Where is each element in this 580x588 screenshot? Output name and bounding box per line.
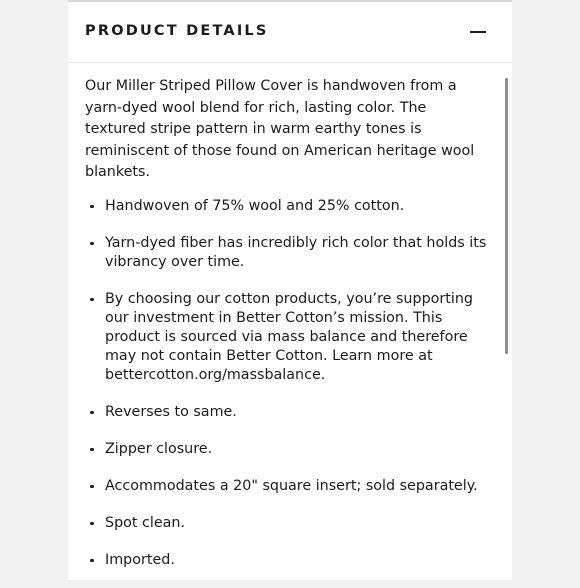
product-details-panel [68, 0, 512, 580]
scrollbar[interactable] [505, 78, 508, 354]
bullet-icon [90, 559, 94, 563]
minus-icon[interactable] [470, 31, 486, 33]
list-item [85, 514, 490, 533]
list-item-text: Handwoven of 75% wool and 25% cotton. [105, 197, 405, 214]
list-item [85, 290, 490, 385]
bullet-icon [90, 242, 94, 246]
feature-list [85, 197, 490, 570]
list-item-text: Zipper closure. [105, 440, 213, 457]
bullet-icon [90, 298, 94, 302]
bullet-icon [90, 485, 94, 489]
bullet-icon [90, 205, 94, 209]
list-item [85, 440, 490, 459]
product-description: Our Miller Striped Pillow Cover is handwoven from a yarn-dyed wool blend for rich, lasting color. The textured stripe pattern in warm earthy tones is reminiscent of those found on American heritage wool blankets. [85, 78, 475, 180]
list-item [85, 477, 490, 496]
section-title: PRODUCT DETAILS [85, 23, 269, 39]
list-item-text: Accommodates a 20" square insert; sold separately. [105, 477, 478, 494]
list-item-text: By choosing our cotton products, you’re supporting our investment in Better Cotton’s mission. This product is sourced via mass balance and therefore may not contain Better Cotton. Learn more at bettercotton.org/massbalance. [105, 290, 473, 383]
divider [68, 62, 512, 63]
list-item [85, 403, 490, 422]
list-item [85, 234, 490, 272]
list-item-text: Imported. [105, 551, 175, 568]
list-item-text: Reverses to same. [105, 403, 237, 420]
list-item [85, 551, 490, 570]
accordion-header[interactable] [68, 2, 512, 62]
bullet-icon [90, 522, 94, 526]
details-content [85, 76, 490, 588]
list-item-text: Spot clean. [105, 514, 186, 531]
bullet-icon [90, 448, 94, 452]
list-item-text: Yarn-dyed fiber has incredibly rich color that holds its vibrancy over time. [105, 234, 487, 270]
list-item [85, 197, 490, 216]
bullet-icon [90, 411, 94, 415]
